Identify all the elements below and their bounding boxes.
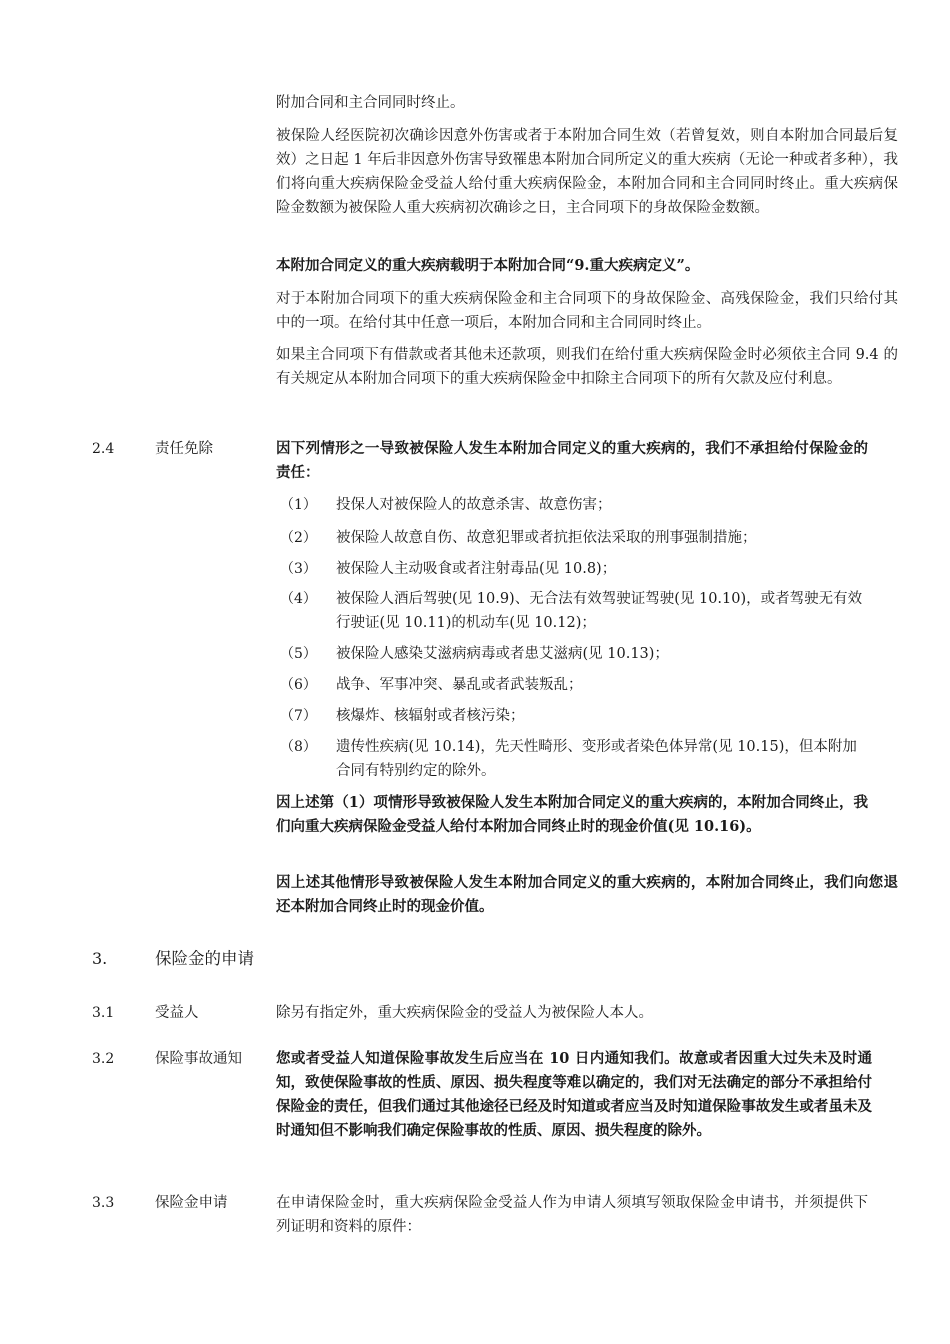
section-number: 3.3 — [92, 1195, 115, 1211]
chapter-title: 保险金的申请 — [155, 949, 254, 968]
list-item-text: 被保险人主动吸食或者注射毒品(见 10.8)； — [336, 561, 617, 577]
list-item-text: 被保险人酒后驾驶(见 10.9)、无合法有效驾驶证驾驶(见 10.10)，或者驾驶无有效行驶证(见 10.11)的机动车(见 10.12)； — [336, 591, 863, 631]
paragraph-definition-reference: 本附加合同定义的重大疾病载明于本附加合同“9.重大疾病定义”。 — [276, 257, 700, 274]
list-item-number: （4） — [280, 591, 317, 607]
section-number: 3.2 — [92, 1051, 115, 1067]
list-item-number: （1） — [280, 497, 317, 513]
section-title: 保险事故通知 — [155, 1051, 242, 1067]
list-item-number: （8） — [280, 739, 317, 755]
section-title: 责任免除 — [155, 441, 213, 457]
section-number: 3.1 — [92, 1005, 115, 1021]
exclusion-consequence-1: 因上述第（1）项情形导致被保险人发生本附加合同定义的重大疾病的，本附加合同终止，我们向重大疾病保险金受益人给付本附加合同终止时的现金价值(见 10.16)。 — [276, 794, 868, 835]
section-title: 保险金申请 — [155, 1195, 228, 1211]
list-item-text: 战争、军事冲突、暴乱或者武装叛乱； — [336, 677, 583, 693]
paragraph-continuation: 附加合同和主合同同时终止。 — [276, 95, 465, 111]
list-item-number: （5） — [280, 646, 317, 662]
list-item-text: 被保险人感染艾滋病病毒或者患艾滋病(见 10.13)； — [336, 646, 669, 662]
exclusion-consequence-2: 因上述其他情形导致被保险人发生本附加合同定义的重大疾病的，本附加合同终止，我们向您退还本附加合同终止时的现金价值。 — [276, 874, 898, 915]
paragraph-single-payment: 对于本附加合同项下的重大疾病保险金和主合同项下的身故保险金、高残保险金，我们只给付其中的一项。在给付其中任意一项后，本附加合同和主合同同时终止。 — [276, 291, 898, 331]
list-item-number: （7） — [280, 708, 317, 724]
list-item-number: （6） — [280, 677, 317, 693]
chapter-number: 3. — [92, 949, 108, 968]
list-item-text: 被保险人故意自伤、故意犯罪或者抗拒依法采取的刑事强制措施； — [336, 530, 757, 546]
exclusions-intro: 因下列情形之一导致被保险人发生本附加合同定义的重大疾病的，我们不承担给付保险金的责任： — [276, 440, 868, 481]
section-number: 2.4 — [92, 441, 115, 457]
paragraph-critical-illness-benefit: 被保险人经医院初次确诊因意外伤害或者于本附加合同生效（若曾复效，则自本附加合同最后复效）之日起 1 年后非因意外伤害导致罹患本附加合同所定义的重大疾病（无论一种或者多种），我们将向重大疾病保险金受益人给付重大疾病保险金，本附加合同和主合同同时终止。重大疾病保险金数额为被保险人重大疾病初次确诊之日，主合同项下的身故保险金数额。 — [276, 128, 898, 216]
section-title: 受益人 — [155, 1005, 199, 1021]
list-item-text: 投保人对被保险人的故意杀害、故意伤害； — [336, 497, 612, 513]
paragraph-loan-deduction: 如果主合同项下有借款或者其他未还款项，则我们在给付重大疾病保险金时必须依主合同 9.4 的有关规定从本附加合同项下的重大疾病保险金中扣除主合同项下的所有欠款及应付利息。 — [276, 347, 898, 387]
claim-application-text: 在申请保险金时，重大疾病保险金受益人作为申请人须填写领取保险金申请书，并须提供下列证明和资料的原件： — [276, 1195, 868, 1235]
list-item-text: 核爆炸、核辐射或者核污染； — [336, 708, 525, 724]
list-item-text: 遗传性疾病(见 10.14)，先天性畸形、变形或者染色体异常(见 10.15)，但本附加合同有特别约定的除外。 — [336, 739, 857, 779]
list-item-number: （3） — [280, 561, 317, 577]
list-item-number: （2） — [280, 530, 317, 546]
beneficiary-text: 除另有指定外，重大疾病保险金的受益人为被保险人本人。 — [276, 1005, 653, 1021]
claim-notice-text: 您或者受益人知道保险事故发生后应当在 10 日内通知我们。故意或者因重大过失未及时通知，致使保险事故的性质、原因、损失程度等难以确定的，我们对无法确定的部分不承担给付保险金的责任，但我们通过其他途径已经及时知道或者应当及时知道保险事故发生或者虽未及时通知但不影响我们确定保险事故的性质、原因、损失程度的除外。 — [276, 1050, 872, 1139]
